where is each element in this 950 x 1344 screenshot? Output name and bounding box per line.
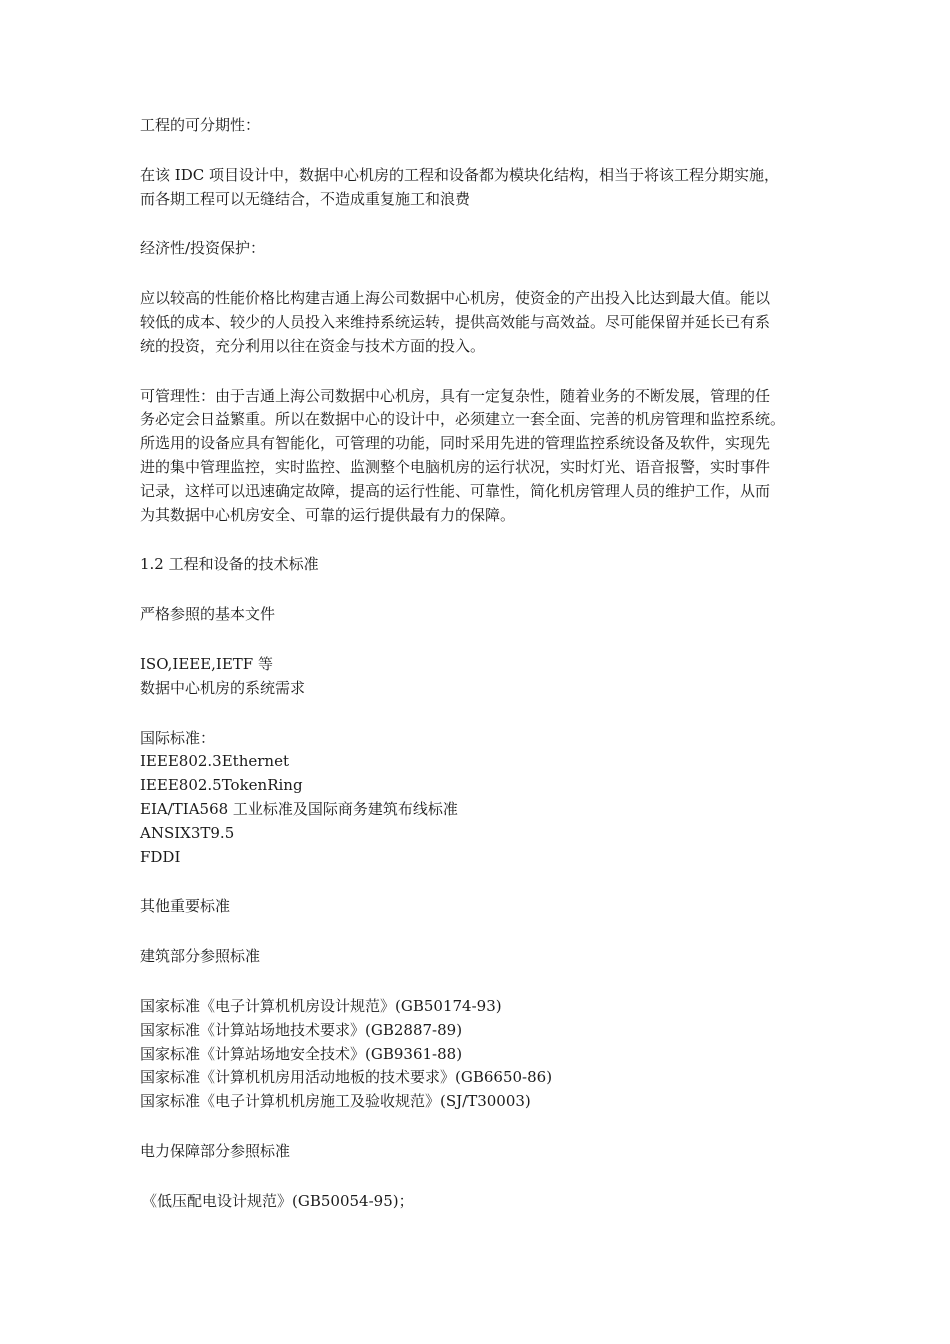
paragraph-line: 而各期工程可以无缝结合，不造成重复施工和浪费 — [140, 189, 471, 208]
basic-docs-list — [140, 653, 820, 701]
other-standards-heading: 其他重要标准 — [140, 897, 231, 916]
paragraph-line: 务必定会日益繁重。所以在数据中心的设计中，必须建立一套全面、完善的机房管理和监控系统。 — [140, 410, 786, 429]
paragraph-line: 为其数据中心机房安全、可靠的运行提供最有力的保障。 — [140, 505, 516, 524]
power-reference-heading: 电力保障部分参照标准 — [140, 1141, 291, 1160]
list-item: IEEE802.5TokenRing — [140, 776, 303, 795]
paragraph-line: 进的集中管理监控，实时监控、监测整个电脑机房的运行状况，实时灯光、语音报警，实时事件 — [140, 457, 771, 476]
strict-reference-heading: 严格参照的基本文件 — [140, 605, 276, 624]
power-standards-list — [140, 1190, 820, 1214]
building-reference-block — [140, 945, 820, 969]
list-item: 《低压配电设计规范》(GB50054-95)； — [142, 1191, 414, 1210]
paragraph-line: 统的投资，充分利用以往在资金与技术方面的投入。 — [140, 336, 486, 355]
power-reference-block — [140, 1140, 820, 1164]
paragraph-line: 可管理性：由于吉通上海公司数据中心机房，具有一定复杂性，随着业务的不断发展，管理的任 — [140, 386, 771, 405]
economy-paragraph — [140, 287, 820, 358]
list-item: 数据中心机房的系统需求 — [140, 678, 306, 697]
strict-reference-block — [140, 603, 820, 627]
paragraph-line: 记录，这样可以迅速确定故障，提高的运行性能、可靠性，简化机房管理人员的维护工作，从而 — [140, 481, 771, 500]
economy-heading-block — [140, 237, 820, 261]
paragraph-line: 较低的成本、较少的人员投入来维持系统运转，提供高效能与高效益。尽可能保留并延长已有系 — [140, 312, 771, 331]
divisibility-paragraph — [140, 164, 820, 212]
list-item: 国家标准《电子计算机机房设计规范》(GB50174-93) — [140, 996, 502, 1015]
divisibility-heading-block — [140, 114, 820, 138]
paragraph-line: 所选用的设备应具有智能化，可管理的功能，同时采用先进的管理监控系统设备及软件，实现先 — [140, 434, 771, 453]
list-item: 国家标准《计算站场地安全技术》(GB9361-88) — [140, 1044, 463, 1063]
national-standards-list — [140, 995, 820, 1114]
list-item: ISO,IEEE,IETF 等 — [140, 654, 273, 673]
section-title-block — [140, 553, 820, 577]
list-item: ANSIX3T9.5 — [140, 823, 235, 842]
list-item: 国家标准《电子计算机机房施工及验收规范》(SJ/T30003) — [140, 1092, 531, 1111]
list-item: EIA/TIA568 工业标准及国际商务建筑布线标准 — [140, 799, 458, 818]
manageability-paragraph — [140, 385, 820, 528]
list-item: 国家标准《计算机机房用活动地板的技术要求》(GB6650-86) — [140, 1068, 553, 1087]
paragraph-line: 应以较高的性能价格比构建吉通上海公司数据中心机房，使资金的产出投入比达到最大值。能以 — [140, 289, 771, 308]
list-item: 国际标准： — [140, 728, 216, 747]
list-item: 国家标准《计算站场地技术要求》(GB2887-89) — [140, 1020, 463, 1039]
building-reference-heading: 建筑部分参照标准 — [140, 947, 261, 966]
list-item: IEEE802.3Ethernet — [140, 752, 289, 771]
economy-heading: 经济性/投资保护： — [140, 239, 266, 258]
paragraph-line: 在该 IDC 项目设计中，数据中心机房的工程和设备都为模块化结构，相当于将该工程分期实施， — [140, 165, 779, 184]
section-title: 1.2 工程和设备的技术标准 — [140, 555, 319, 574]
intl-standards-list — [140, 727, 820, 870]
other-standards-block — [140, 895, 820, 919]
divisibility-heading: 工程的可分期性： — [140, 116, 261, 134]
list-item: FDDI — [140, 847, 181, 866]
document-body — [140, 114, 820, 1240]
